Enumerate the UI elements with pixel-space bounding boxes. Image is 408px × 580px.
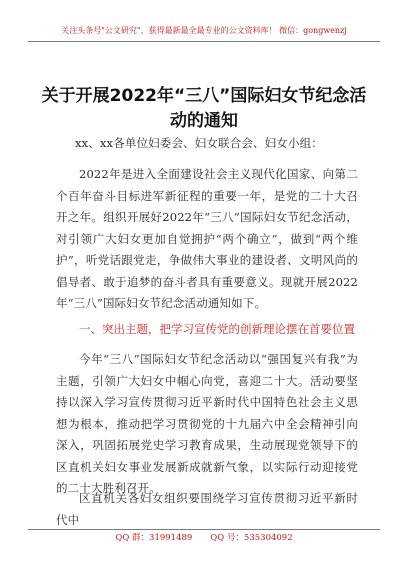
document-title: 关于开展2022年“三八”国际妇女节纪念活动的通知	[41, 86, 367, 131]
paragraph-intro: 2022年是进入全面建设社会主义现代化国家、向第二个百年奋斗目标进军新征程的重要一年，是党的二十大召开之年。组织开展好2022年“三八”国际妇女节纪念活动，对引领广大妇女更加自觉拥护“两个确立”，做到“两个维护”，听党话跟党走，争做伟大事业的建设者、文明风尚的倡导者、敢于追梦的奋斗者具有重要意义。现就开展2022年“三八”国际妇女节纪念活动通知如下。	[56, 167, 358, 310]
footer	[28, 532, 380, 544]
salutation: xx、xx各单位妇委会、妇女联合会、妇女小组：	[75, 136, 323, 150]
footer-qq-group: QQ 群：31991489	[115, 533, 193, 543]
paragraph-section-1-continued: 区直机关各妇女组织要围绕学习宣传贯彻习近平新时代中	[56, 491, 358, 527]
footer-qq-number: QQ 号：535304092	[210, 533, 293, 543]
footer-divider	[28, 529, 380, 530]
paragraph-section-1: 今年“三八”国际妇女节纪念活动以“强国复兴有我”为主题，引领广大妇女中帼心向党，喜迎二十大。活动要坚持以深入学习宣传贯彻习近平新时代中国特色社会主义思想为根本，推动把学习贯彻党的十九届六中全会精神引向深入，巩固拓展党史学习教育成果，生动展现党领导下的区直机关妇女事业发展新成就新气象，以实际行动迎接党的二十大胜利召开。	[56, 352, 358, 495]
section-heading-1: 一、突出主题，把学习宣传党的创新理论摆在首要位置	[79, 322, 355, 336]
header-divider	[28, 41, 380, 42]
header-banner: 关注头条号"公文研究"，获得最新最全最专业的公文资料库！ 微信：gongwenzj	[61, 26, 347, 35]
